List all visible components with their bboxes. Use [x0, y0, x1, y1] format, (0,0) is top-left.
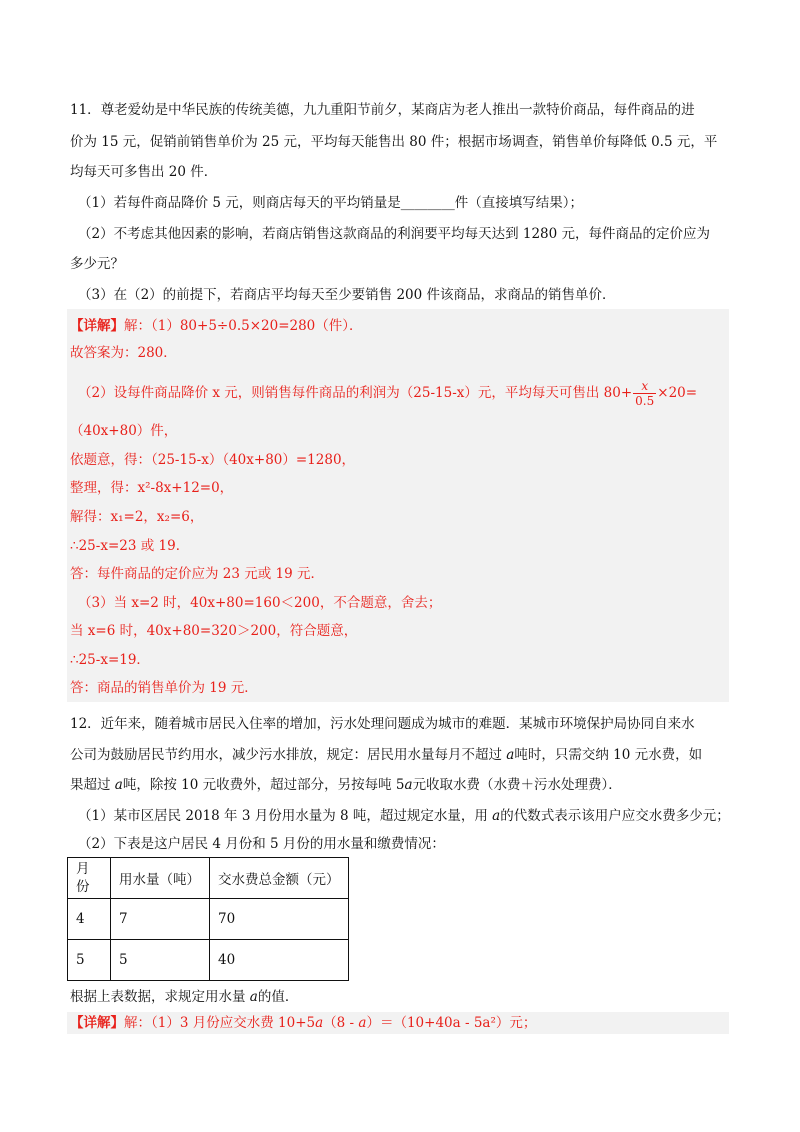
variable-a: a [114, 777, 123, 793]
solution-tag: 【详解】 [70, 1015, 124, 1031]
table-cell: 70 [210, 899, 349, 940]
solution-tag: 【详解】 [70, 318, 124, 334]
q11-part-2b: 多少元？ [70, 256, 124, 272]
q12-part-1 [78, 806, 730, 826]
q12-after-table [70, 987, 298, 1007]
sol11-line-8: ∴25-x=23 或 19． [70, 538, 190, 554]
sol11-line-1 [70, 316, 363, 336]
q11-part-1: （1）若每件商品降价 5 元，则商店每天的平均销量是________件（直接填写结果）； [78, 195, 584, 211]
q11-line-3: 均每天可多售出 20 件． [70, 164, 218, 180]
sol11-line-9: 答：每件商品的定价应为 23 元或 19 元． [70, 566, 325, 582]
fraction-x-over-0.5 [633, 379, 656, 408]
q11-line-1: 11．尊老爱幼是中华民族的传统美德，九九重阳节前夕，某商店为老人推出一款特价商品，每件商品的进 [70, 102, 695, 118]
table-header-row [68, 858, 349, 899]
q12-l2b: 吨时，只需交纳 10 元水费，如 [514, 747, 703, 763]
variable-a: a [492, 808, 501, 824]
sol11-line-12: ∴25-x=19． [70, 652, 150, 668]
table-header-cell: 月份 [68, 858, 111, 899]
q12-l3a: 果超过 [70, 777, 115, 793]
solution-11-box [67, 309, 729, 702]
sol11-s3a: （2）设每件商品降价 x 元，则销售每件商品的利润为（25-15-x）元，平均每天可售出 80+ [78, 385, 633, 401]
sol11-line-11: 当 x=6 时，40x+80=320＞200，符合题意， [70, 623, 358, 639]
table-cell: 5 [68, 940, 111, 981]
table-row [68, 940, 349, 981]
sol12-s1b: （8 - [323, 1015, 359, 1031]
q11-part-2a: （2）不考虑其他因素的影响，若商店销售这款商品的利润要平均每天达到 1280 元，每件商品的定价应为 [78, 226, 711, 242]
q12-part-2: （2）下表是这户居民 4 月份和 5 月份的用水量和缴费情况： [78, 836, 445, 852]
q12-p1b: 的代数式表示该用户应交水费多少元； [500, 808, 730, 824]
q12-line-3 [70, 775, 622, 795]
q12-after-a: 根据上表数据，求规定用水量 [70, 989, 250, 1005]
sol11-line-5: 依题意，得：（25-15-x）（40x+80）=1280， [70, 452, 356, 468]
table-cell: 40 [210, 940, 349, 981]
q11-line-2: 价为 15 元，促销前销售单价为 25 元，平均每天能售出 80 件；根据市场调查，销售单价每降低 0.5 元，平 [70, 134, 718, 150]
sol11-line-2: 故答案为：280． [70, 345, 177, 361]
sol11-line-3 [78, 379, 697, 408]
fraction-numerator: x [641, 379, 649, 393]
q11-part-3: （3）在（2）的前提下，若商店平均每天至少要销售 200 件该商品，求商品的销售单价． [78, 287, 616, 303]
variable-a: a [404, 777, 413, 793]
q12-line-1: 12．近年来，随着城市居民入住率的增加，污水处理问题成为城市的难题．某城市环境保护局协同自来水 [70, 716, 695, 732]
variable-a: a [315, 1015, 324, 1031]
table-header-cell: 交水费总金额（元） [210, 858, 349, 899]
q12-p1a: （1）某市区居民 2018 年 3 月份用水量为 8 吨，超过规定水量，用 [78, 808, 493, 824]
sol11-line-7: 解得：x₁=2，x₂=6， [70, 509, 204, 525]
sol11-line-10: （3）当 x=2 时，40x+80=160＜200，不合题意，舍去； [78, 595, 442, 611]
water-usage-table [67, 857, 349, 981]
sol11-s1: 解：（1）80+5÷0.5×20=280（件）． [124, 318, 363, 334]
table-header-cell: 用水量（吨） [111, 858, 210, 899]
fraction-denominator: 0.5 [635, 394, 655, 408]
table-cell: 4 [68, 899, 111, 940]
q12-after-b: 的值． [257, 989, 299, 1005]
sol12-s1c: ）＝（10+40a - 5a²）元； [366, 1015, 537, 1031]
sol12-s1a: 解：（1）3 月份应交水费 10+5 [124, 1015, 316, 1031]
q12-line-2 [70, 745, 702, 765]
variable-a: a [358, 1015, 367, 1031]
sol12-line-1 [70, 1013, 536, 1033]
table-cell: 7 [111, 899, 210, 940]
q12-l3c: 元收取水费（水费＋污水处理费）． [412, 777, 622, 793]
sol11-line-13: 答：商品的销售单价为 19 元． [70, 680, 258, 696]
variable-a: a [506, 747, 515, 763]
q12-l3b: 吨，除按 10 元收费外，超过部分，另按每吨 5 [122, 777, 405, 793]
sol11-line-4: （40x+80）件， [70, 423, 178, 439]
table-cell: 5 [111, 940, 210, 981]
sol11-s3b: ×20= [657, 385, 698, 401]
table-row [68, 899, 349, 940]
sol11-line-6: 整理，得：x²-8x+12=0， [70, 480, 234, 496]
variable-a: a [249, 989, 258, 1005]
q12-l2a: 公司为鼓励居民节约用水，减少污水排放，规定：居民用水量每月不超过 [70, 747, 507, 763]
